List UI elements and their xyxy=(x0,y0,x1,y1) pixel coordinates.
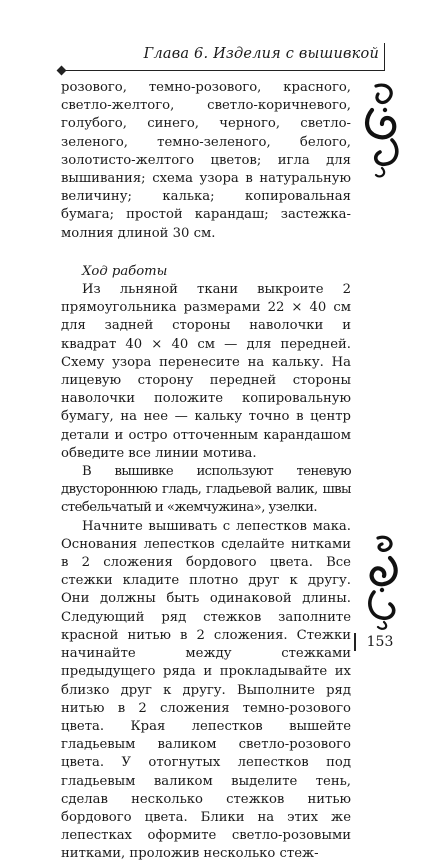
flourish-ornament-bottom xyxy=(362,532,404,632)
page-number: 153 xyxy=(366,634,394,650)
section-heading: Ход работы xyxy=(82,263,168,279)
flourish-ornament-top xyxy=(362,80,404,180)
running-head: Глава 6. Изделия с вышивкой xyxy=(143,46,379,62)
body-text xyxy=(61,79,351,864)
section-gap xyxy=(61,243,351,263)
header-rule xyxy=(62,70,384,71)
paragraph-3: Начните вышивать с лепестков мака. Основания лепестков сделайте нитками в 2 сложения бордового цвета. Все стежки кладите плотно друг к другу. Они должны быть одинаковой длины. Следующий ряд стежков заполните красной нитью в 2 сложения. Стежки начинайте между стежками предыдущего ряда и прокладывайте их близко друг к другу. Выполните ряд нитью в 2 сложения темно-розового цвета. Края лепестков вышейте гладьевым валиком светло-розового цвета. У отогнутых лепестков под гладьевым валиком выделите тень, сделав несколько стежков нитью бордового цвета. Блики на этих же лепестках оформите светло-розовыми нитками, проложив несколько стеж- xyxy=(61,518,351,862)
paragraph-1: Из льняной ткани выкроите 2 прямоугольника размерами 22 × 40 см для задней стороны наволочки и квадрат 40 × 40 см — для передней. Схему узора перенесите на кальку. На лицевую сторону передней стороны наволочки положите копировальную бумагу, на нее — кальку точно в центр детали и остро отточенным карандашом обведите все линии мотива. xyxy=(61,282,351,461)
paragraph-materials: розового, темно-розового, красного, светло-желтого, светло-коричневого, голубого, синего, черного, светло-зеленого, темно-зеленого, белого, золотисто-желтого цветов; игла для вышивания; схема узора в натуральную величину; калька; копировальная бумага; простой карандаш; застежка-молния длиной 30 см. xyxy=(61,80,351,241)
paragraph-2: В вышивке используют теневую двустороннюю гладь, гладьевой валик, швы стебельчатый и «жемчужина», узелки. xyxy=(61,464,351,516)
